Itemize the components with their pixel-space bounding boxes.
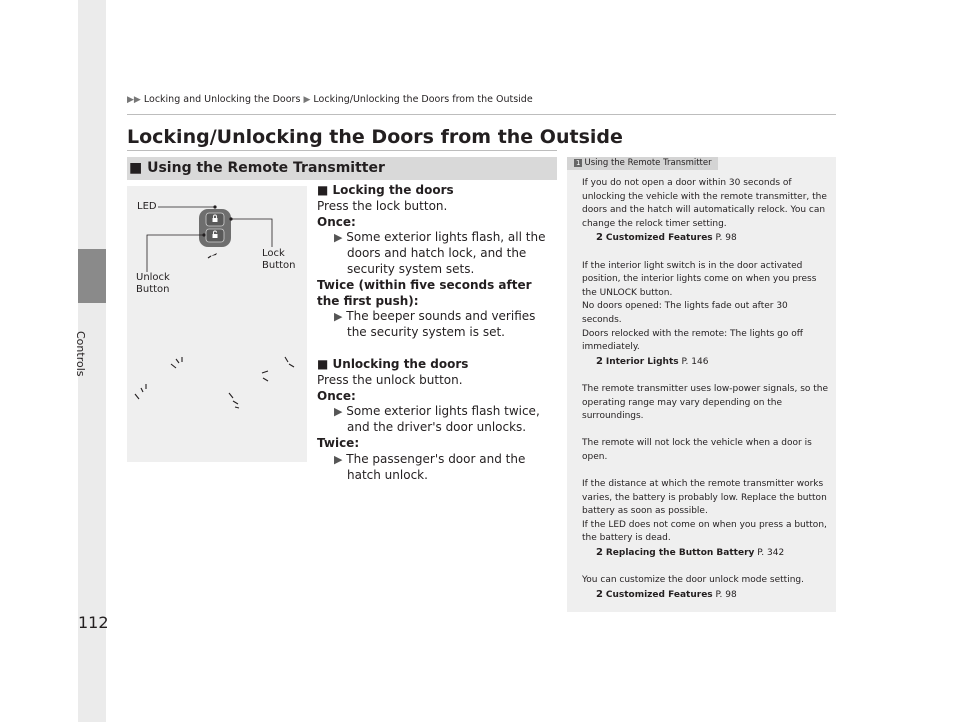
lock-button-label-line2: Button — [262, 260, 296, 271]
square-icon: ■ — [317, 183, 329, 197]
breadcrumb-item-2[interactable]: Locking/Unlocking the Doors from the Outside — [313, 94, 533, 105]
note-number-badge: 1 — [576, 159, 581, 167]
header-rule — [127, 114, 836, 115]
cross-reference-interior-lights[interactable]: 2 Interior Lights P. 146 — [596, 355, 709, 367]
unlocking-once-result: ▶ Some exterior lights flash twice, and the driver's door unlocks. — [334, 404, 540, 435]
note-paragraph: You can customize the door unlock mode setting. — [582, 575, 804, 586]
locking-twice-result: ▶ The beeper sounds and verifies the security system is set. — [334, 309, 536, 340]
unlocking-heading: ■ Unlocking the doors — [317, 356, 469, 371]
note-paragraph: If the interior light switch is in the door activated position, the interior lights come on when you press the UNLOCK button. — [582, 260, 817, 298]
unlocking-intro: Press the unlock button. — [317, 372, 463, 387]
arrow-icon: ▶ — [334, 405, 343, 419]
reference-icon: 2 — [596, 232, 603, 244]
unlock-icon — [213, 234, 218, 238]
breadcrumb-item-1[interactable]: Locking and Unlocking the Doors — [143, 94, 301, 105]
once-label: Once: — [317, 388, 356, 403]
reference-icon: 2 — [596, 547, 603, 559]
unlocking-twice-result: ▶ The passenger's door and the hatch unlock. — [334, 451, 526, 482]
locking-intro: Press the lock button. — [317, 198, 448, 213]
arrow-icon: ▶ — [334, 452, 343, 466]
lock-icon — [213, 218, 218, 222]
breadcrumb-arrow-icon: ▶ — [303, 95, 311, 105]
led-label: LED — [137, 201, 157, 212]
breadcrumb — [127, 94, 533, 105]
cross-reference-customized-features[interactable]: 2 Customized Features P. 98 — [596, 588, 737, 600]
note-paragraph: The remote transmitter uses low-power signals, so the operating range may vary depending on the surroundings. — [582, 383, 829, 422]
note-paragraph: If the distance at which the remote transmitter works varies, the battery is probably low. Replace the button battery as soon as possible. — [582, 479, 827, 517]
arrow-icon: ▶ — [334, 310, 343, 324]
locking-heading: ■ Locking the doors — [317, 183, 454, 197]
arrow-icon: ▶ — [334, 231, 343, 245]
note-paragraph: If the LED does not come on when you press a button, the battery is dead. — [582, 519, 827, 544]
light-flash-icons — [135, 357, 294, 408]
reference-icon: 2 — [596, 588, 603, 600]
cross-reference-replacing-battery[interactable]: 2 Replacing the Button Battery P. 342 — [596, 547, 785, 559]
main-body — [317, 183, 557, 483]
section-square-icon: ■ — [129, 160, 143, 176]
side-tab-active — [78, 249, 106, 303]
title-rule — [127, 150, 557, 151]
cross-reference-customized-features[interactable]: 2 Customized Features P. 98 — [596, 232, 737, 244]
section-heading-text: Using the Remote Transmitter — [147, 160, 385, 176]
note-paragraph: The remote will not lock the vehicle when a door is open. — [582, 438, 812, 462]
unlock-button-label-line1: Unlock — [136, 272, 170, 283]
square-icon: ■ — [317, 356, 329, 371]
lock-button-label-line1: Lock — [262, 248, 285, 259]
remote-illustration — [127, 186, 307, 462]
note-body — [582, 177, 830, 602]
unlock-button-label-line2: Button — [136, 284, 170, 295]
note-paragraph: Doors relocked with the remote: The lights go off immediately. — [582, 328, 803, 353]
once-label: Once: — [317, 214, 356, 229]
note-paragraph: No doors opened: The lights fade out after 30 seconds. — [582, 301, 788, 325]
locking-once-result: ▶ Some exterior lights flash, all the doors and hatch lock, and the security system sets. — [334, 230, 546, 276]
page-title: Locking/Unlocking the Doors from the Outside — [127, 126, 623, 148]
reference-icon: 2 — [596, 355, 603, 367]
twice-label: Twice: — [317, 435, 360, 450]
note-title: 1 Using the Remote Transmitter — [576, 158, 712, 168]
side-tab-label: Controls — [74, 331, 87, 377]
remote-figure — [127, 186, 307, 462]
section-heading — [127, 157, 557, 180]
note-paragraph: If you do not open a door within 30 seconds of unlocking the vehicle with the remote transmitter, the doors and the hatch will automatically relock. You can change the relock timer setting. — [582, 178, 827, 229]
page-number: 112 — [78, 613, 109, 632]
breadcrumb-arrow-icon: ▶▶ — [127, 95, 141, 105]
twice-five-seconds-label: Twice (within five seconds after the first push): — [317, 277, 532, 308]
